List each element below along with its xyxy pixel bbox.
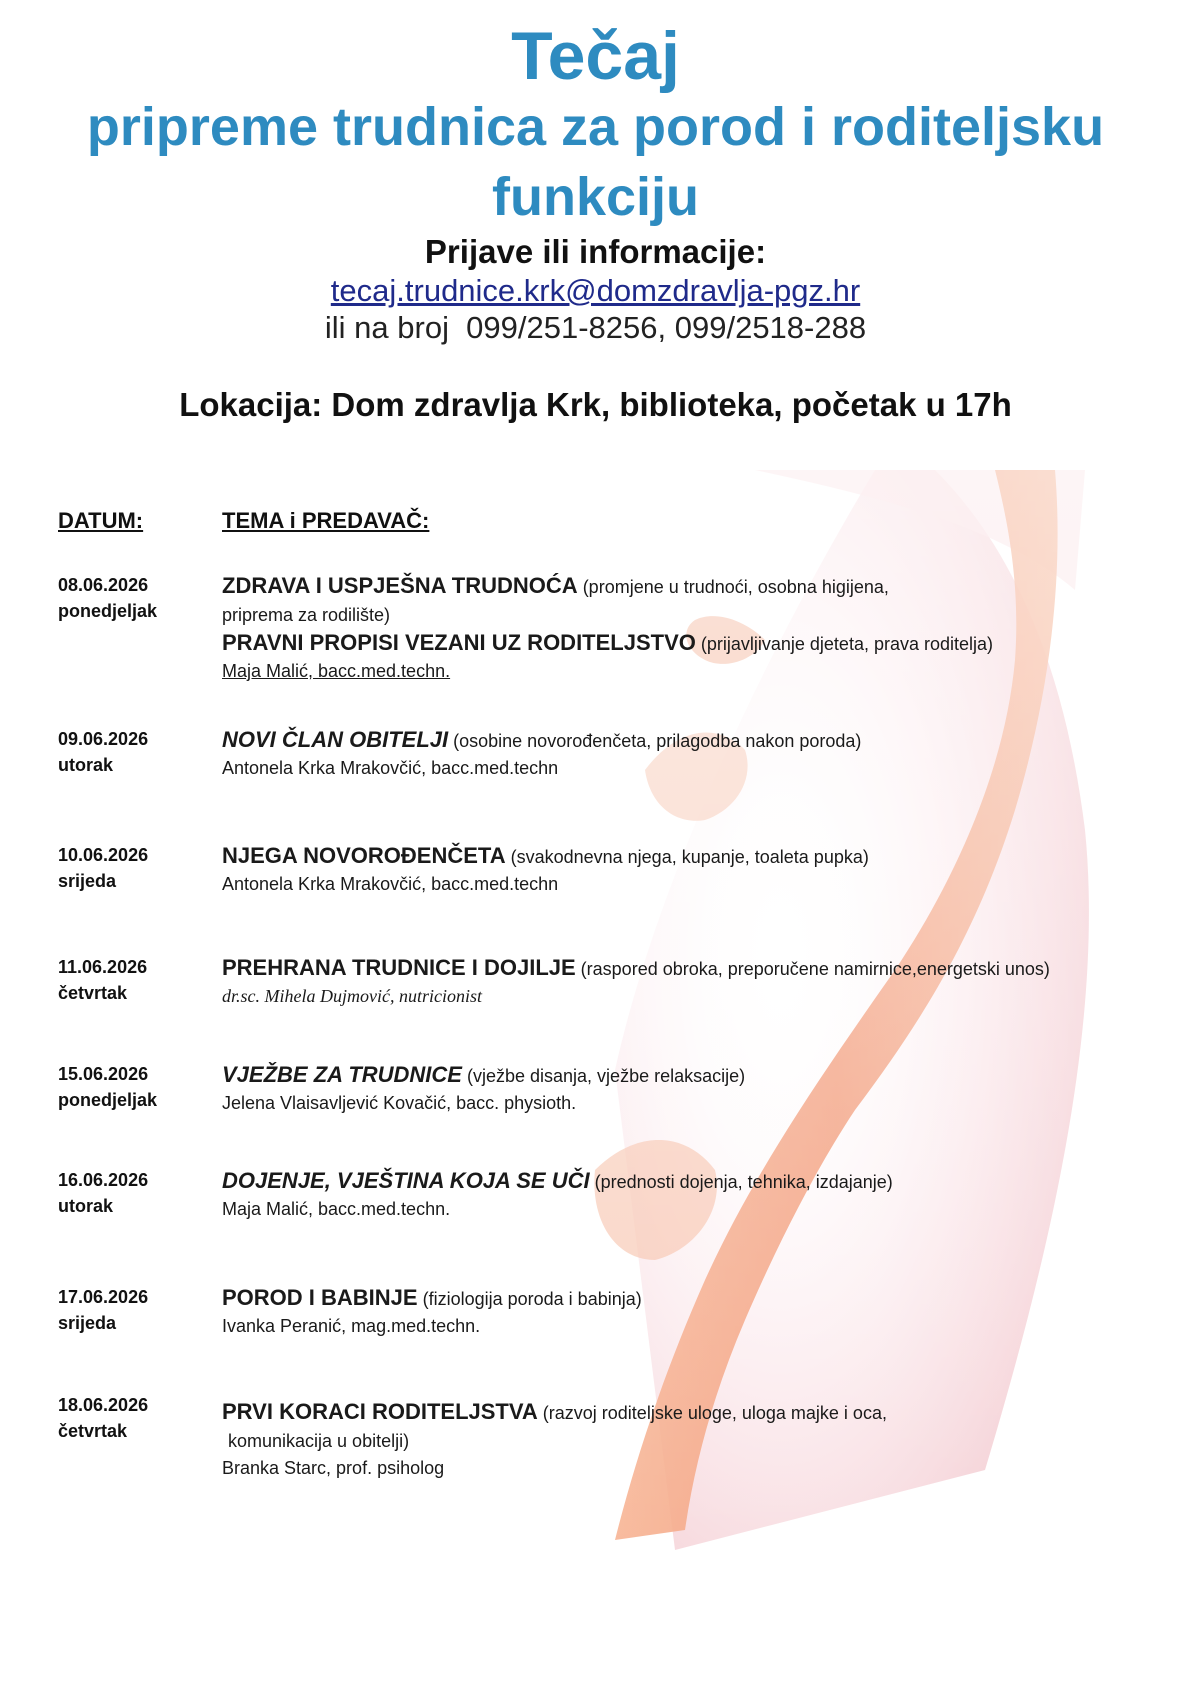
column-header-topic: TEMA i PREDAVAČ: [222,508,430,533]
session-title: PREHRANA TRUDNICE I DOJILJE [222,955,576,980]
session-day: utorak [58,755,114,775]
email-link[interactable]: tecaj.trudnice.krk@domzdravlja-pgz.hr [330,273,861,308]
session-description-2: (prijavljivanje djeteta, prava roditelja) [695,634,994,654]
session-description-cont: priprema za rodilište) [222,605,391,625]
session-date-block [58,726,148,778]
session-date: 17.06.2026 [58,1287,149,1307]
session-title-2: PRAVNI PROPISI VEZANI UZ RODITELJSTVO [222,630,696,655]
session-speaker: Maja Malić, bacc.med.techn. [222,1199,451,1219]
session-description: (osobine novorođenčeta, prilagodba nakon poroda) [448,731,862,751]
session-topic [222,1284,1142,1340]
session-speaker: Antonela Krka Mrakovčić, bacc.med.techn [222,758,559,778]
session-day: četvrtak [58,1421,128,1441]
session-title: POROD I BABINJE [222,1285,418,1310]
session-date: 08.06.2026 [58,575,149,595]
session-day: ponedjeljak [58,1090,158,1110]
session-date: 11.06.2026 [58,957,148,977]
phone-numbers: ili na broj 099/251-8256, 099/2518-288 [324,310,867,345]
session-description: (vježbe disanja, vježbe relaksacije) [461,1066,746,1086]
session-description-cont: komunikacija u obitelji) [228,1431,410,1451]
column-header-date: DATUM: [58,508,144,533]
session-title: NOVI ČLAN OBITELJI [222,727,449,752]
session-date-block [58,842,148,894]
session-topic [222,726,1142,782]
page-subtitle-line2: funkciju [491,167,699,227]
session-date: 15.06.2026 [58,1064,149,1084]
session-speaker: Ivanka Peranić, mag.med.techn. [222,1316,481,1336]
session-topic [222,1061,1142,1117]
session-description: (fiziologija poroda i babinja) [417,1289,642,1309]
session-day: srijeda [58,1313,117,1333]
session-date: 18.06.2026 [58,1395,149,1415]
session-topic [222,842,1142,898]
session-date: 09.06.2026 [58,729,149,749]
session-title: VJEŽBE ZA TRUDNICE [222,1062,462,1087]
session-description: (prednosti dojenja, tehnika, izdajanje) [589,1172,893,1192]
session-speaker: Jelena Vlaisavljević Kovačić, bacc. physioth. [222,1093,577,1113]
session-speaker: dr.sc. Mihela Dujmović, nutricionist [222,986,482,1006]
session-speaker: Maja Malić, bacc.med.techn. [222,661,451,681]
session-date-block [58,1061,157,1113]
session-topic [222,1398,1142,1482]
session-day: ponedjeljak [58,601,158,621]
session-date-block [58,1284,148,1336]
session-title: PRVI KORACI RODITELJSTVA [222,1399,538,1424]
session-speaker: Branka Starc, prof. psiholog [222,1458,445,1478]
session-day: utorak [58,1196,114,1216]
page-subtitle [0,92,1191,232]
info-heading: Prijave ili informacije: [424,233,767,270]
session-description: (razvoj roditeljske uloge, uloga majke i oca, [537,1403,887,1423]
session-date-block [58,954,147,1006]
session-date-block [58,1392,148,1444]
session-date: 16.06.2026 [58,1170,149,1190]
session-description: (promjene u trudnoći, osobna higijena, [577,577,889,597]
session-title: ZDRAVA I USPJEŠNA TRUDNOĆA [222,573,578,598]
session-date-block [58,572,157,624]
session-description: (svakodnevna njega, kupanje, toaleta pupka) [505,847,869,867]
session-description: (raspored obroka, preporučene namirnice,energetski unos) [575,959,1050,979]
session-day: srijeda [58,871,117,891]
session-topic [222,954,1142,1010]
session-date: 10.06.2026 [58,845,149,865]
page-title: Tečaj [511,18,680,94]
session-speaker: Antonela Krka Mrakovčić, bacc.med.techn [222,874,559,894]
location-text: Lokacija: Dom zdravlja Krk, biblioteka, početak u 17h [179,386,1012,423]
session-topic [222,1167,1142,1223]
session-title: DOJENJE, VJEŠTINA KOJA SE UČI [222,1168,590,1193]
session-title: NJEGA NOVOROĐENČETA [222,843,506,868]
session-topic [222,572,1142,685]
session-date-block [58,1167,148,1219]
session-day: četvrtak [58,983,128,1003]
page-subtitle-line1: pripreme trudnica za porod i roditeljsku [86,97,1105,157]
